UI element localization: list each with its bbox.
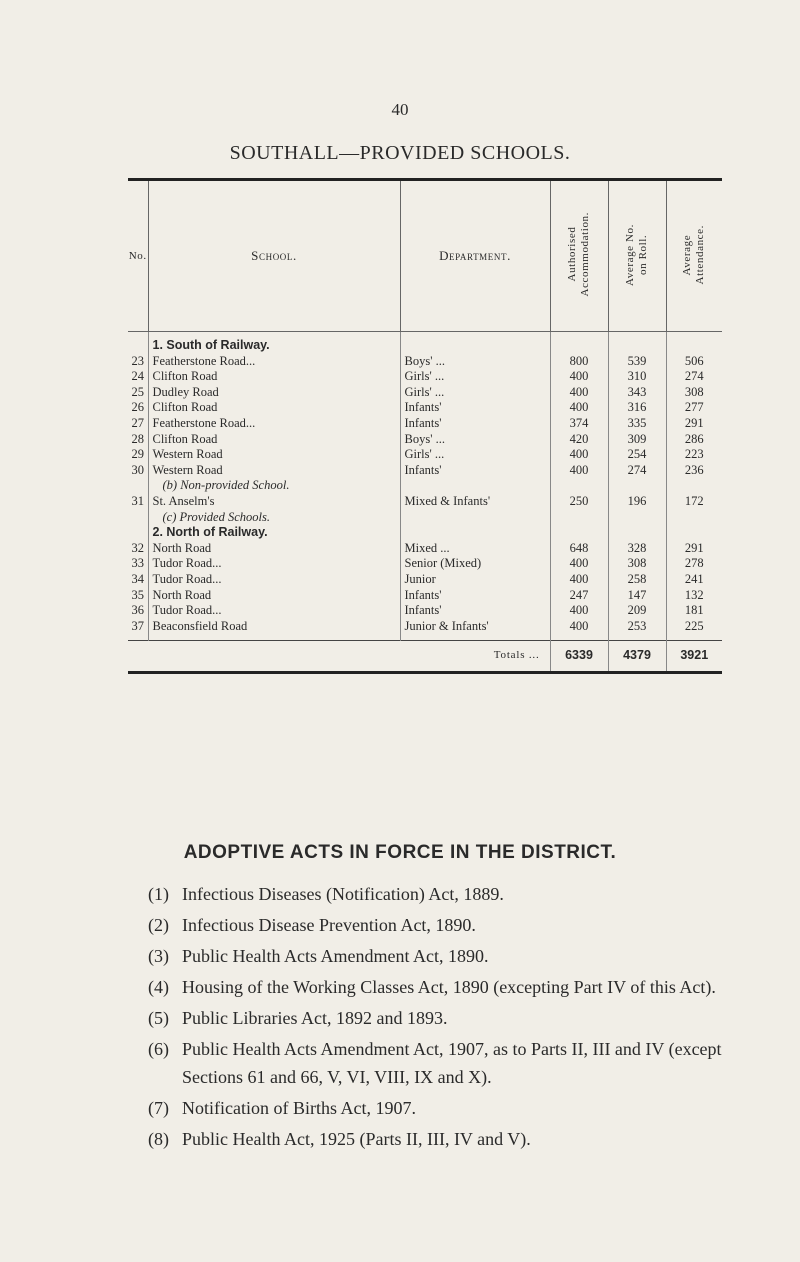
school-number: 25: [131, 384, 144, 399]
totals-label: Totals ...: [400, 641, 550, 672]
subsection-heading: (b) Non-provided School.: [148, 478, 400, 494]
table-row: [128, 369, 722, 385]
attendance-value: 132: [684, 587, 704, 602]
attendance-value: 172: [684, 493, 704, 508]
table-row: [128, 556, 722, 572]
act-index: (2): [148, 915, 169, 935]
school-name: Tudor Road...: [148, 603, 400, 619]
page-title: SOUTHALL—PROVIDED SCHOOLS.: [229, 142, 571, 164]
school-number: 37: [131, 618, 144, 633]
school-name: Western Road: [148, 447, 400, 463]
subsection-heading-row: [128, 510, 722, 526]
school-name: Featherstone Road...: [148, 416, 400, 432]
accommodation-value: 800: [550, 354, 608, 370]
school-number: 30: [131, 462, 144, 477]
roll-value: 274: [608, 463, 666, 479]
school-number: 26: [131, 400, 144, 415]
department: Mixed ...: [400, 541, 550, 557]
attendance-value: 277: [684, 400, 704, 415]
accommodation-value: 400: [550, 619, 608, 635]
table-row: [128, 447, 722, 463]
act-text: Public Health Act, 1925 (Parts II, III, IV and V).: [182, 1129, 531, 1149]
list-item: [148, 1004, 728, 1032]
department: Girls' ...: [400, 369, 550, 385]
roll-value: 209: [608, 603, 666, 619]
header-attendance: Average Attendance.: [666, 181, 722, 332]
total-accommodation: 6339: [550, 641, 608, 672]
act-index: (5): [148, 1008, 169, 1028]
schools-table: [128, 181, 722, 671]
attendance-value: 223: [684, 447, 704, 462]
roll-value: 328: [608, 541, 666, 557]
act-text: Infectious Diseases (Notification) Act, 1889.: [182, 884, 504, 904]
school-number: 36: [131, 603, 144, 618]
roll-value: 343: [608, 385, 666, 401]
adoptive-acts-list: [148, 880, 728, 1156]
attendance-value: 291: [684, 540, 704, 555]
school-name: Tudor Road...: [148, 572, 400, 588]
table-bottom-rule: [128, 671, 722, 674]
total-roll: 4379: [608, 641, 666, 672]
header-department: Department.: [400, 181, 550, 332]
accommodation-value: 400: [550, 447, 608, 463]
school-name: Tudor Road...: [148, 556, 400, 572]
school-name: North Road: [148, 588, 400, 604]
adoptive-acts-title: ADOPTIVE ACTS IN FORCE IN THE DISTRICT.: [183, 842, 617, 863]
roll-value: 147: [608, 588, 666, 604]
school-name: Dudley Road: [148, 385, 400, 401]
roll-value: 196: [608, 494, 666, 510]
section-heading-row: [128, 525, 722, 541]
accommodation-value: 400: [550, 572, 608, 588]
table-row: [128, 541, 722, 557]
list-item: [148, 911, 728, 939]
attendance-value: 181: [684, 603, 704, 618]
header-roll: Average No. on Roll.: [608, 181, 666, 332]
roll-value: 309: [608, 432, 666, 448]
accommodation-value: 400: [550, 369, 608, 385]
department: Senior (Mixed): [400, 556, 550, 572]
act-index: (4): [148, 977, 169, 997]
roll-value: 316: [608, 400, 666, 416]
act-text: Infectious Disease Prevention Act, 1890.: [182, 915, 476, 935]
school-name: North Road: [148, 541, 400, 557]
act-index: (6): [148, 1039, 169, 1059]
subsection-heading: (c) Provided Schools.: [148, 510, 400, 526]
roll-value: 310: [608, 369, 666, 385]
act-index: (1): [148, 884, 169, 904]
roll-value: 335: [608, 416, 666, 432]
accommodation-value: 648: [550, 541, 608, 557]
attendance-value: 274: [684, 369, 704, 384]
school-number: 31: [131, 493, 144, 508]
table-row: [128, 385, 722, 401]
accommodation-value: 400: [550, 400, 608, 416]
attendance-value: 506: [684, 353, 704, 368]
school-number: 23: [131, 353, 144, 368]
act-text: Notification of Births Act, 1907.: [182, 1098, 416, 1118]
department: Junior: [400, 572, 550, 588]
header-accommodation: Authorised Accommodation.: [550, 181, 608, 332]
act-text: Housing of the Working Classes Act, 1890 (excepting Part IV of this Act).: [182, 977, 716, 997]
table-row: [128, 603, 722, 619]
act-index: (8): [148, 1129, 169, 1149]
school-name: St. Anselm's: [148, 494, 400, 510]
attendance-value: 236: [684, 462, 704, 477]
roll-value: 539: [608, 354, 666, 370]
accommodation-value: 250: [550, 494, 608, 510]
act-text: Public Health Acts Amendment Act, 1907, as to Parts II, III and IV (except Sections 61 and 66, V, VI, VIII, IX and X).: [182, 1039, 722, 1087]
department: Infants': [400, 400, 550, 416]
list-item: [148, 1035, 728, 1091]
table-row: [128, 354, 722, 370]
attendance-value: 308: [684, 384, 704, 399]
school-name: Featherstone Road...: [148, 354, 400, 370]
list-item: [148, 942, 728, 970]
school-number: 32: [131, 540, 144, 555]
school-name: Clifton Road: [148, 369, 400, 385]
department: Boys' ...: [400, 432, 550, 448]
attendance-value: 286: [684, 431, 704, 446]
attendance-value: 291: [684, 415, 704, 430]
accommodation-value: 400: [550, 603, 608, 619]
department: Infants': [400, 603, 550, 619]
school-number: 24: [131, 369, 144, 384]
school-name: Clifton Road: [148, 400, 400, 416]
total-attendance: 3921: [666, 641, 722, 672]
act-index: (7): [148, 1098, 169, 1118]
department: Mixed & Infants': [400, 494, 550, 510]
school-number: 29: [131, 447, 144, 462]
roll-value: 253: [608, 619, 666, 635]
list-item: [148, 1125, 728, 1153]
totals-row: [128, 641, 722, 672]
department: Girls' ...: [400, 447, 550, 463]
school-name: Beaconsfield Road: [148, 619, 400, 635]
header-school: School.: [148, 181, 400, 332]
act-text: Public Libraries Act, 1892 and 1893.: [182, 1008, 448, 1028]
school-number: 27: [131, 415, 144, 430]
attendance-value: 241: [684, 571, 704, 586]
department: Infants': [400, 463, 550, 479]
table-row: [128, 619, 722, 635]
schools-table-body: [128, 332, 722, 635]
table-row: [128, 416, 722, 432]
table-row: [128, 463, 722, 479]
department: Infants': [400, 416, 550, 432]
department: Girls' ...: [400, 385, 550, 401]
accommodation-value: 400: [550, 385, 608, 401]
page-number: 40: [391, 100, 409, 119]
list-item: [148, 973, 728, 1001]
section-heading: 1. South of Railway.: [148, 338, 400, 354]
department: Junior & Infants': [400, 619, 550, 635]
roll-value: 254: [608, 447, 666, 463]
table-row: [128, 572, 722, 588]
list-item: [148, 1094, 728, 1122]
school-number: 34: [131, 571, 144, 586]
section-heading: 2. North of Railway.: [148, 525, 400, 541]
header-no: No.: [128, 181, 148, 332]
table-row: [128, 400, 722, 416]
school-number: 35: [131, 587, 144, 602]
attendance-value: 225: [684, 618, 704, 633]
act-text: Public Health Acts Amendment Act, 1890.: [182, 946, 489, 966]
accommodation-value: 374: [550, 416, 608, 432]
table-row: [128, 588, 722, 604]
subsection-heading-row: [128, 478, 722, 494]
table-row: [128, 494, 722, 510]
school-name: Clifton Road: [148, 432, 400, 448]
accommodation-value: 400: [550, 463, 608, 479]
accommodation-value: 420: [550, 432, 608, 448]
school-number: 33: [131, 556, 144, 571]
department: Boys' ...: [400, 354, 550, 370]
department: Infants': [400, 588, 550, 604]
school-number: 28: [131, 431, 144, 446]
roll-value: 308: [608, 556, 666, 572]
accommodation-value: 400: [550, 556, 608, 572]
school-name: Western Road: [148, 463, 400, 479]
roll-value: 258: [608, 572, 666, 588]
table-row: [128, 432, 722, 448]
list-item: [148, 880, 728, 908]
accommodation-value: 247: [550, 588, 608, 604]
act-index: (3): [148, 946, 169, 966]
schools-table-container: [128, 178, 722, 674]
section-heading-row: [128, 338, 722, 354]
attendance-value: 278: [684, 556, 704, 571]
